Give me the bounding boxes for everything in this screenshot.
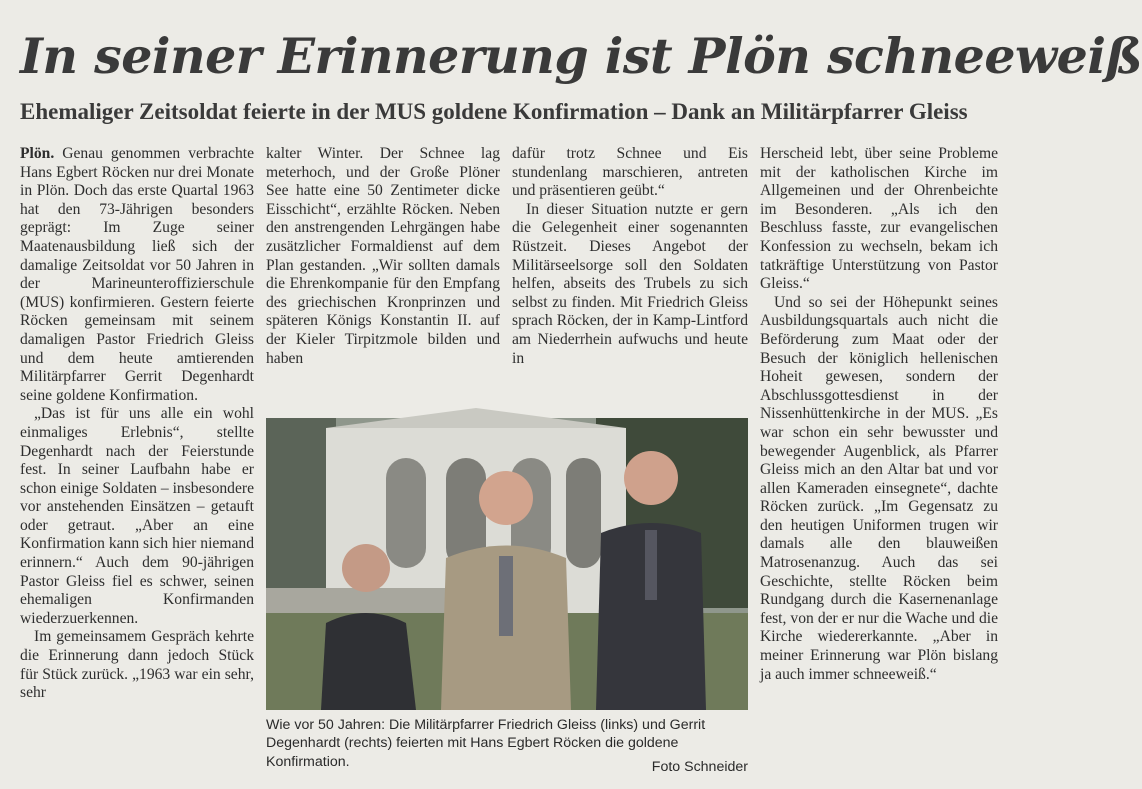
paragraph: dafür trotz Schnee und Eis stundenlang marschieren, antreten und präsentieren geübt.“ (512, 145, 748, 200)
photo-caption (266, 716, 748, 782)
article-column-2 (266, 145, 500, 407)
photo-credit: Foto Schneider (651, 758, 748, 775)
caption-text: Wie vor 50 Jahren: Die Militärpfarrer Friedrich Gleiss (links) und Gerrit Degenhardt (rechts) feierten mit Hans Egbert Röcken die goldene Konfirmation. (266, 717, 706, 770)
paragraph (20, 145, 254, 405)
paragraph: „Das ist für uns alle ein wohl einmaliges Erlebnis“, stellte Degenhardt nach der Feierstunde fest. In seiner Laufbahn habe er schon einige Soldaten – insbesondere vor anstehenden Einsätzen – getauft oder getraut. „Aber an eine Konfirmation kann sich hier niemand erinnern.“ Auch dem 90-jährigen Pastor Gleiss fiel es schwer, seinen ehemaligen Konfirmanden wiederzuerkennen. (20, 405, 254, 627)
headline: In seiner Erinnerung ist Plön schneeweiß (20, 27, 1142, 85)
paragraph: In dieser Situation nutzte er gern die Gelegenheit einer sogenannten Rüstzeit. Dieses Angebot der Militärseelsorge soll den Soldaten helfen, abseits des Trubels zu sich selbst zu finden. Mit Friedrich Gleiss sprach Röcken, der in Kamp-Lintford am Niederrhein aufwuchs und heute in (512, 200, 748, 367)
article-column-3 (512, 145, 748, 407)
photo-illustration (266, 418, 748, 710)
dateline: Plön. (20, 145, 55, 162)
subheadline: Ehemaliger Zeitsoldat feierte in der MUS goldene Konfirmation – Dank an Militärpfarrer Gleiss (20, 99, 968, 124)
article-photo (266, 418, 748, 710)
paragraph: Herscheid lebt, über seine Probleme mit der katholischen Kirche im Allgemeinen und der Ohrenbeichte im Besonderen. „Als ich den Beschluss fasste, zur evangelischen Konfession zu wechseln, bekam ich tatkräftige Unterstützung von Pastor Gleiss.“ (760, 145, 998, 293)
paragraph: kalter Winter. Der Schnee lag meterhoch, und der Große Plöner See hatte eine 50 Zentimeter dicke Eisschicht“, erzählte Röcken. Neben den anstrengenden Lehrgängen habe zusätzlicher Formaldienst auf dem Plan gestanden. „Wir sollten damals die Ehrenkompanie für den Empfang des griechischen Kronprinzen und späteren Königs Konstantin II. auf der Kieler Tirpitzmole bilden und haben (266, 145, 500, 367)
paragraph-text: Genau genommen verbrachte Hans Egbert Röcken nur drei Monate in Plön. Doch das erste Quartal 1963 hat den 73-Jährigen besonders geprägt: Im Zuge seiner Maatenausbildung ließ sich der damalige Zeitsoldat vor 50 Jahren in der Marineunteroffizierschule (MUS) konfirmieren. Gestern feierte Röcken gemeinsam mit seinem damaligen Pastor Friedrich Gleiss und dem heute amtierenden Militärpfarrer Gerrit Degenhardt seine goldene Konfirmation. (20, 145, 254, 404)
article-column-1 (20, 145, 254, 785)
article-column-4 (760, 145, 998, 785)
paragraph: Im gemeinsamem Gespräch kehrte die Erinnerung dann jedoch Stück für Stück zurück. „1963 war ein sehr, sehr (20, 628, 254, 702)
paragraph: Und so sei der Höhepunkt seines Ausbildungsquartals auch nicht die Beförderung zum Maat oder der Besuch der königlich hellenischen Hoheit gewesen, sondern der Abschlussgottesdienst in der Nissenhüttenkirche in der MUS. „Es war schon ein sehr bewusster und bewegender Augenblick, als Pfarrer Gleiss mich an den Altar bat und vor allen Kameraden einsegnete“, dachte Röcken zurück. „Im Gegensatz zu den heutigen Uniformen trugen wir damals alle den blauweißen Matrosenanzug. Auch das sei Geschichte, stellte Röcken beim Rundgang durch die Kasernenanlage fest, von der er nur die Wache und die Kirche wiedererkannte. „Aber in meiner Erinnerung war Plön bislang ja auch immer schneeweiß.“ (760, 293, 998, 683)
